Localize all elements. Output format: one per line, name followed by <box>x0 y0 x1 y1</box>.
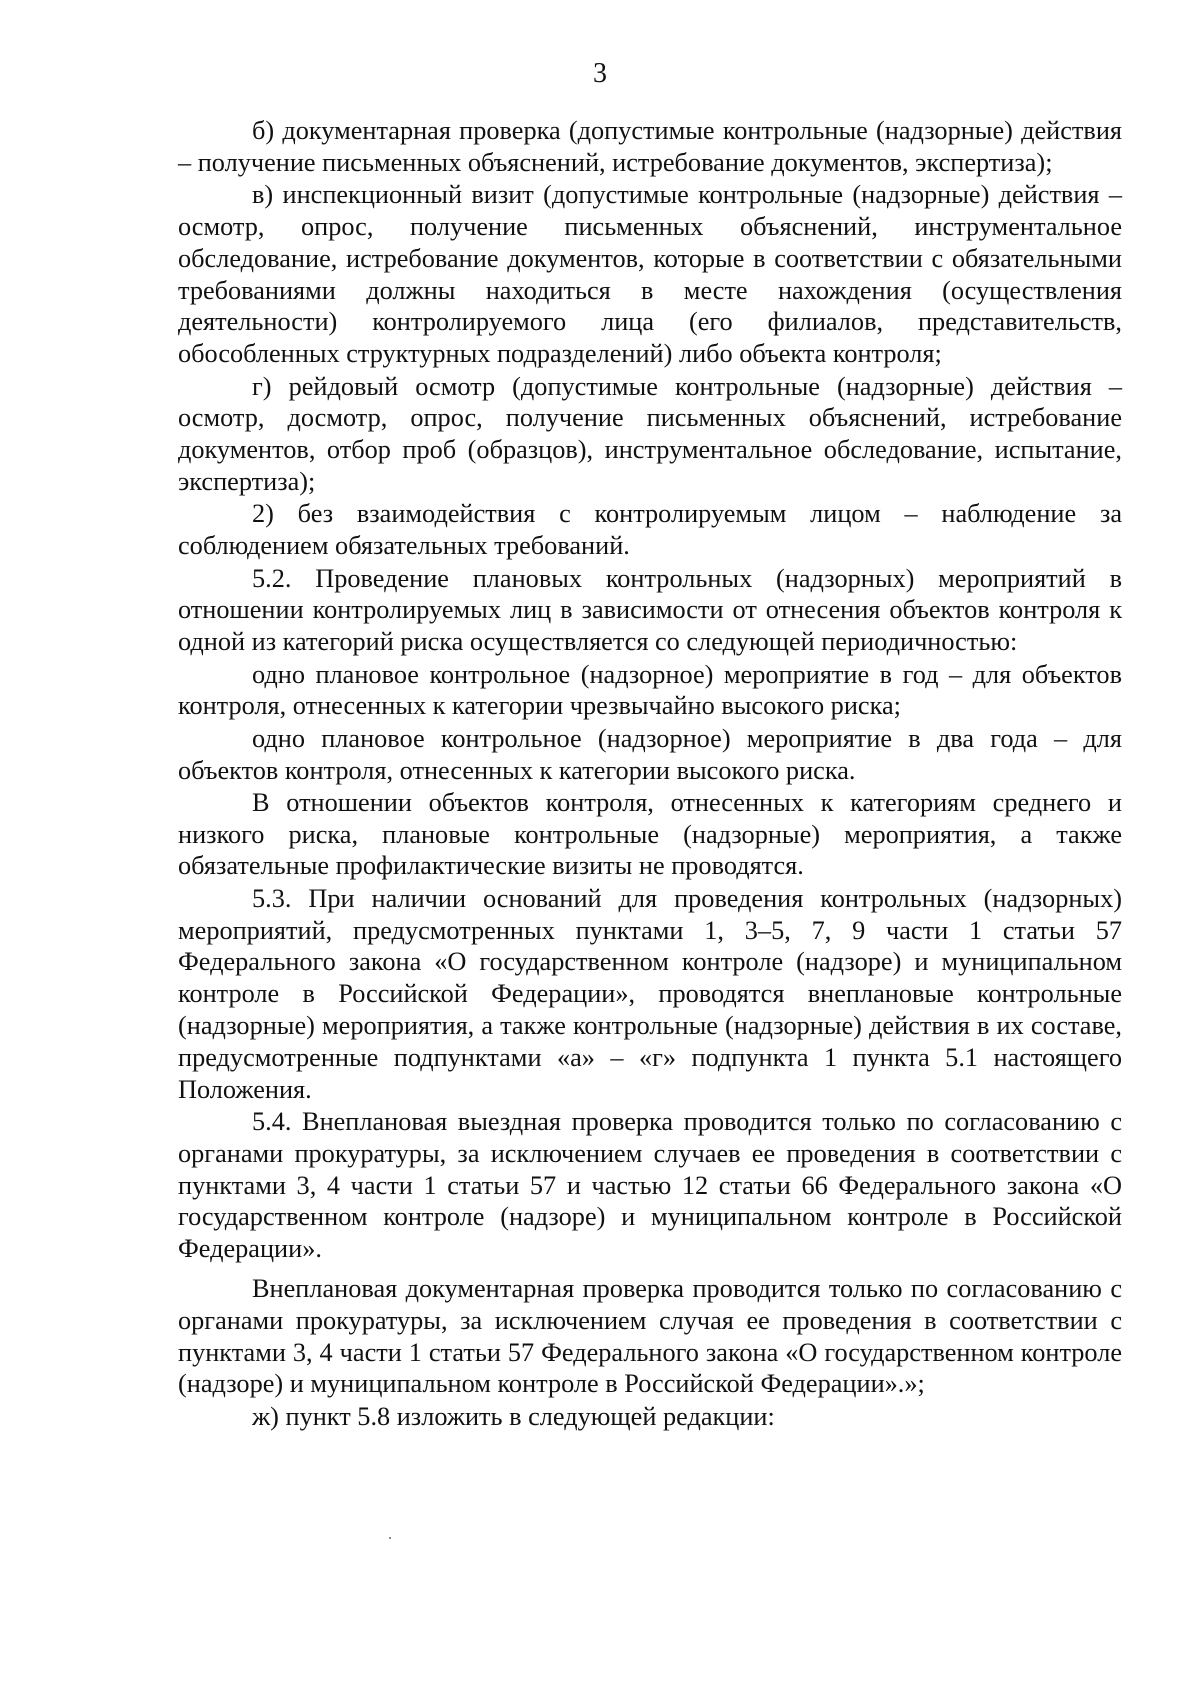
paragraph-zh-item-5-8: ж) пункт 5.8 изложить в следующей редакции: <box>252 1401 775 1431</box>
paragraph-5-3-unplanned-measures: 5.3. При наличии оснований для проведения контрольных (надзорных) мероприятий, предусмотренных пунктами 1, 3–5, 7, 9 части 1 статьи 57 Федерального закона «О государственном контроле (надзоре) и муниципальном контроле в Российской Федерации», проводятся внеплановые контрольные (надзорные) мероприятия, а также контрольные (надзорные) действия в их составе, предусмотренные подпунктами «а» – «г» подпункта 1 пункта 5.1 настоящего Положения. <box>178 883 1122 1104</box>
page-number: 3 <box>593 58 607 89</box>
paragraph-b-documentary-check: б) документарная проверка (допустимые контрольные (надзорные) действия – получение письменных объяснений, истребование документов, экспертиза); <box>178 116 1122 177</box>
paragraph-v-inspection-visit: в) инспекционный визит (допустимые контрольные (надзорные) действия – осмотр, опрос, получение письменных объяснений, инструментальное обследование, истребование документов, которые в соответствии с обязательными требованиями должны находиться в месте нахождения (осуществления деятельности) контролируемого лица (его филиалов, представительств, обособленных структурных подразделений) либо объекта контроля; <box>178 180 1122 369</box>
paragraph-5-2-planned-measures: 5.2. Проведение плановых контрольных (надзорных) мероприятий в отношении контролируемых лиц в зависимости от отнесения объектов контроля к одной из категорий риска осуществляется со следующей периодичностью: <box>178 563 1122 657</box>
scan-speck <box>389 1537 391 1539</box>
paragraph-g-raid-inspection: г) рейдовый осмотр (допустимые контрольные (надзорные) действия – осмотр, досмотр, опрос, получение письменных объяснений, истребование документов, отбор проб (образцов), инструментальное обследование, испытание, экспертиза); <box>178 371 1122 496</box>
paragraph-unplanned-documentary-check: Внеплановая документарная проверка проводится только по согласованию с органами прокуратуры, за исключением случая ее проведения в соответствии с пунктами 3, 4 части 1 статьи 57 Федерального закона «О государственном контроле (надзоре) и муниципальном контроле в Российской Федерации».»; <box>178 1274 1122 1399</box>
paragraph-medium-low-risk: В отношении объектов контроля, отнесенных к категориям среднего и низкого риска, плановые контрольные (надзорные) мероприятия, а также обязательные профилактические визиты не проводятся. <box>178 787 1122 881</box>
paragraph-5-4-unplanned-field-check: 5.4. Внеплановая выездная проверка проводится только по согласованию с органами прокуратуры, за исключением случаев ее проведения в соответствии с пунктами 3, 4 части 1 статьи 57 и частью 12 статьи 66 Федерального закона «О государственном контроле (надзоре) и муниципальном контроле в Российской Федерации». <box>178 1107 1122 1264</box>
document-body <box>178 115 1122 1433</box>
paragraph-once-in-two-years: одно плановое контрольное (надзорное) мероприятие в два года – для объектов контроля, отнесенных к категории высокого риска. <box>178 723 1122 785</box>
paragraph-2-without-interaction: 2) без взаимодействия с контролируемым лицом – наблюдение за соблюдением обязательных требований. <box>178 499 1122 561</box>
paragraph-once-a-year: одно плановое контрольное (надзорное) мероприятие в год – для объектов контроля, отнесенных к категории чрезвычайно высокого риска; <box>178 659 1122 721</box>
